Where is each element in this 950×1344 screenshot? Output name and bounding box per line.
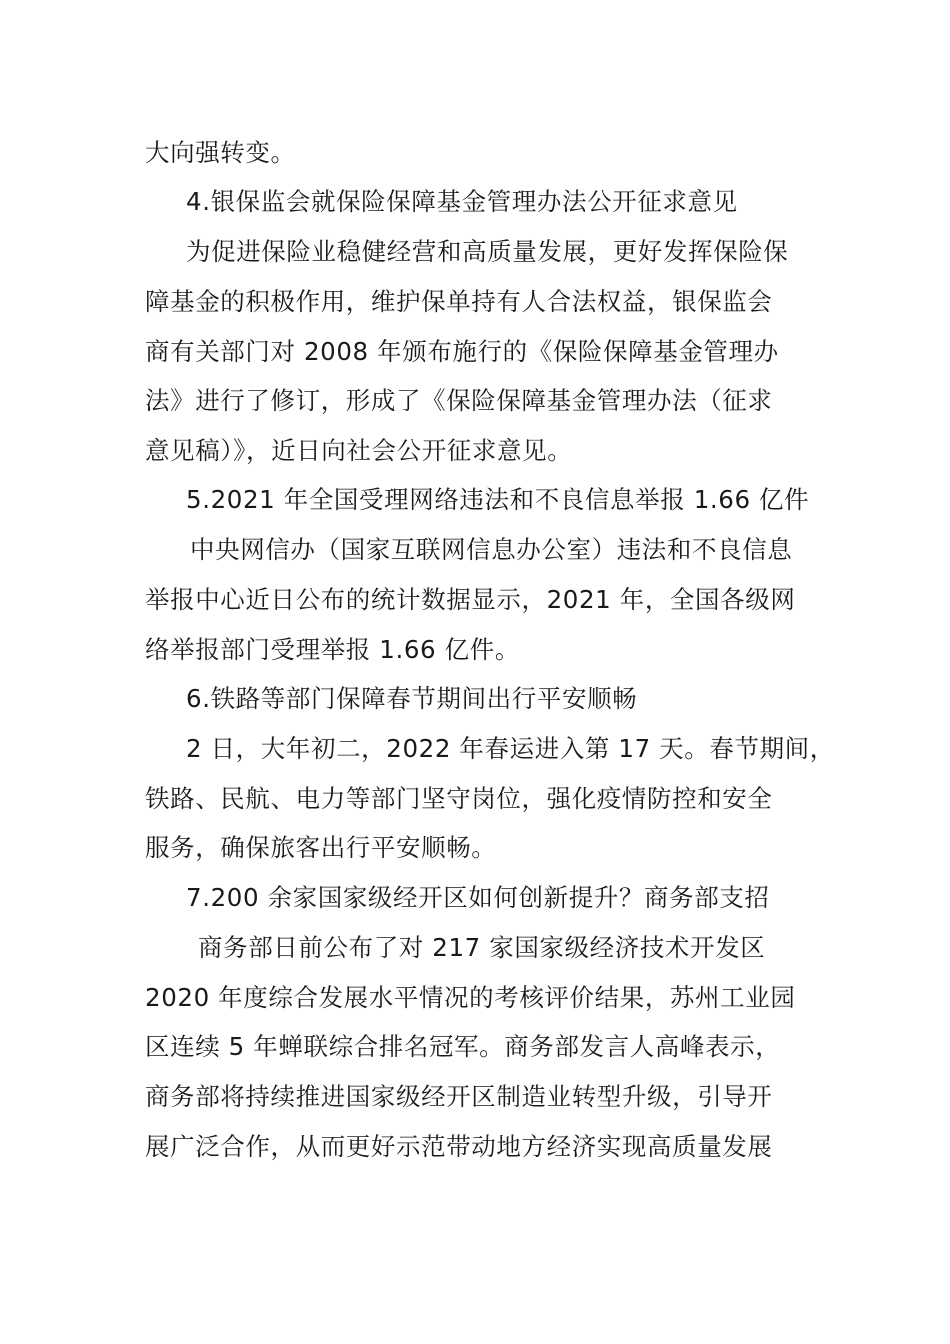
paragraph-line: 大向强转变。 [145, 138, 296, 167]
paragraph-line: 络举报部门受理举报 1.66 亿件。 [145, 635, 520, 664]
paragraph-line: 为促进保险业稳健经营和高质量发展，更好发挥保险保 [186, 237, 789, 266]
paragraph-line: 障基金的积极作用，维护保单持有人合法权益，银保监会 [145, 287, 773, 316]
section-heading-4: 4.银保监会就保险保障基金管理办法公开征求意见 [186, 187, 738, 216]
paragraph-line: 区连续 5 年蝉联综合排名冠军。商务部发言人高峰表示， [145, 1032, 781, 1061]
paragraph-line: 2020 年度综合发展水平情况的考核评价结果，苏州工业园 [145, 983, 796, 1012]
paragraph-line: 商务部将持续推进国家级经开区制造业转型升级，引导开 [145, 1082, 773, 1111]
paragraph-line: 商有关部门对 2008 年颁布施行的《保险保障基金管理办 [145, 337, 779, 366]
section-heading-5: 5.2021 年全国受理网络违法和不良信息举报 1.66 亿件 [186, 485, 810, 514]
paragraph-line: 商务部日前公布了对 217 家国家级经济技术开发区 [198, 933, 766, 962]
section-heading-7: 7.200 余家国家级经开区如何创新提升？商务部支招 [186, 883, 770, 912]
paragraph-line: 意见稿）》，近日向社会公开征求意见。 [145, 436, 573, 465]
paragraph-line: 法》进行了修订，形成了《保险保障基金管理办法（征求 [145, 386, 773, 415]
paragraph-line: 展广泛合作，从而更好示范带动地方经济实现高质量发展 [145, 1132, 773, 1161]
paragraph-line: 举报中心近日公布的统计数据显示，2021 年，全国各级网 [145, 585, 796, 614]
section-heading-6: 6.铁路等部门保障春节期间出行平安顺畅 [186, 684, 638, 713]
paragraph-line: 服务，确保旅客出行平安顺畅。 [145, 833, 497, 862]
paragraph-line: 铁路、民航、电力等部门坚守岗位，强化疫情防控和安全 [145, 784, 773, 813]
paragraph-line: 中央网信办（国家互联网信息办公室）违法和不良信息 [190, 535, 793, 564]
paragraph-line: 2 日，大年初二，2022 年春运进入第 17 天。春节期间， [186, 734, 835, 763]
